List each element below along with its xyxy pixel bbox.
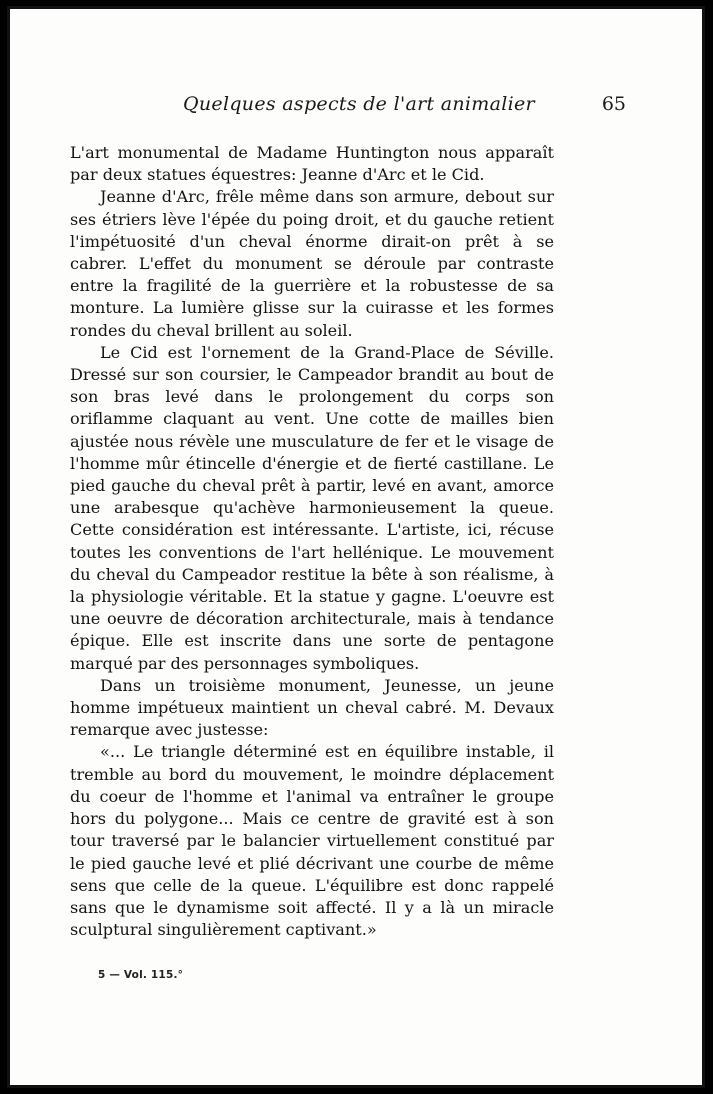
paragraph: Dans un troisième monument, Jeunesse, un jeune homme impétueux maintient un cheval cabré. M. Devaux remarque avec justesse:: [70, 675, 554, 740]
book-page: [7, 6, 705, 1088]
body-text: [70, 142, 554, 941]
paragraph: Le Cid est l'ornement de la Grand-Place de Séville. Dressé sur son coursier, le Campeador brandit au bout de son bras levé dans le prolongement du corps son oriflamme claquant au vent. Une cotte de mailles bien ajustée nous révèle une musculature de fer et le visage de l'homme mûr étincelle d'énergie et de fierté castillane. Le pied gauche du cheval prêt à partir, levé en avant, amorce une arabesque qu'achève harmonieusement la queue. Cette considération est intéressante. L'artiste, ici, récuse toutes les conventions de l'art hellénique. Le mouvement du cheval du Campeador restitue la bête à son réalisme, à la physiologie véritable. Et la statue y gagne. L'oeuvre est une oeuvre de décoration architecturale, mais à tendance épique. Elle est inscrite dans une sorte de pentagone marqué par des personnages symboliques.: [70, 342, 554, 673]
running-title: Quelques aspects de l'art animalier: [183, 93, 535, 115]
printer-signature: 5 — Vol. 115.°: [98, 969, 184, 981]
page-header: [70, 93, 642, 121]
quotation-paragraph: «... Le triangle déterminé est en équilibre instable, il tremble au bord du mouvement, le moindre déplacement du coeur de l'homme et l'animal va entraîner le groupe hors du polygone... Mais ce centre de gravité est à son tour traversé par le balancier virtuellement constitué par le pied gauche levé et plié décrivant une courbe de même sens que celle de la queue. L'équilibre est donc rappelé sans que le dynamisme soit affecté. Il y a là un miracle sculptural singulièrement captivant.»: [70, 742, 554, 940]
paragraph: L'art monumental de Madame Huntington nous apparaît par deux statues équestres: Jeanne d'Arc et le Cid.: [70, 143, 554, 185]
page-number: 65: [601, 93, 626, 115]
paragraph: Jeanne d'Arc, frêle même dans son armure, debout sur ses étriers lève l'épée du poing droit, et du gauche retient l'impétuosité d'un cheval énorme dirait-on prêt à se cabrer. L'effet du monument se déroule par contraste entre la fragilité de la guerrière et la robustesse de sa monture. La lumière glisse sur la cuirasse et les formes rondes du cheval brillent au soleil.: [70, 187, 554, 340]
